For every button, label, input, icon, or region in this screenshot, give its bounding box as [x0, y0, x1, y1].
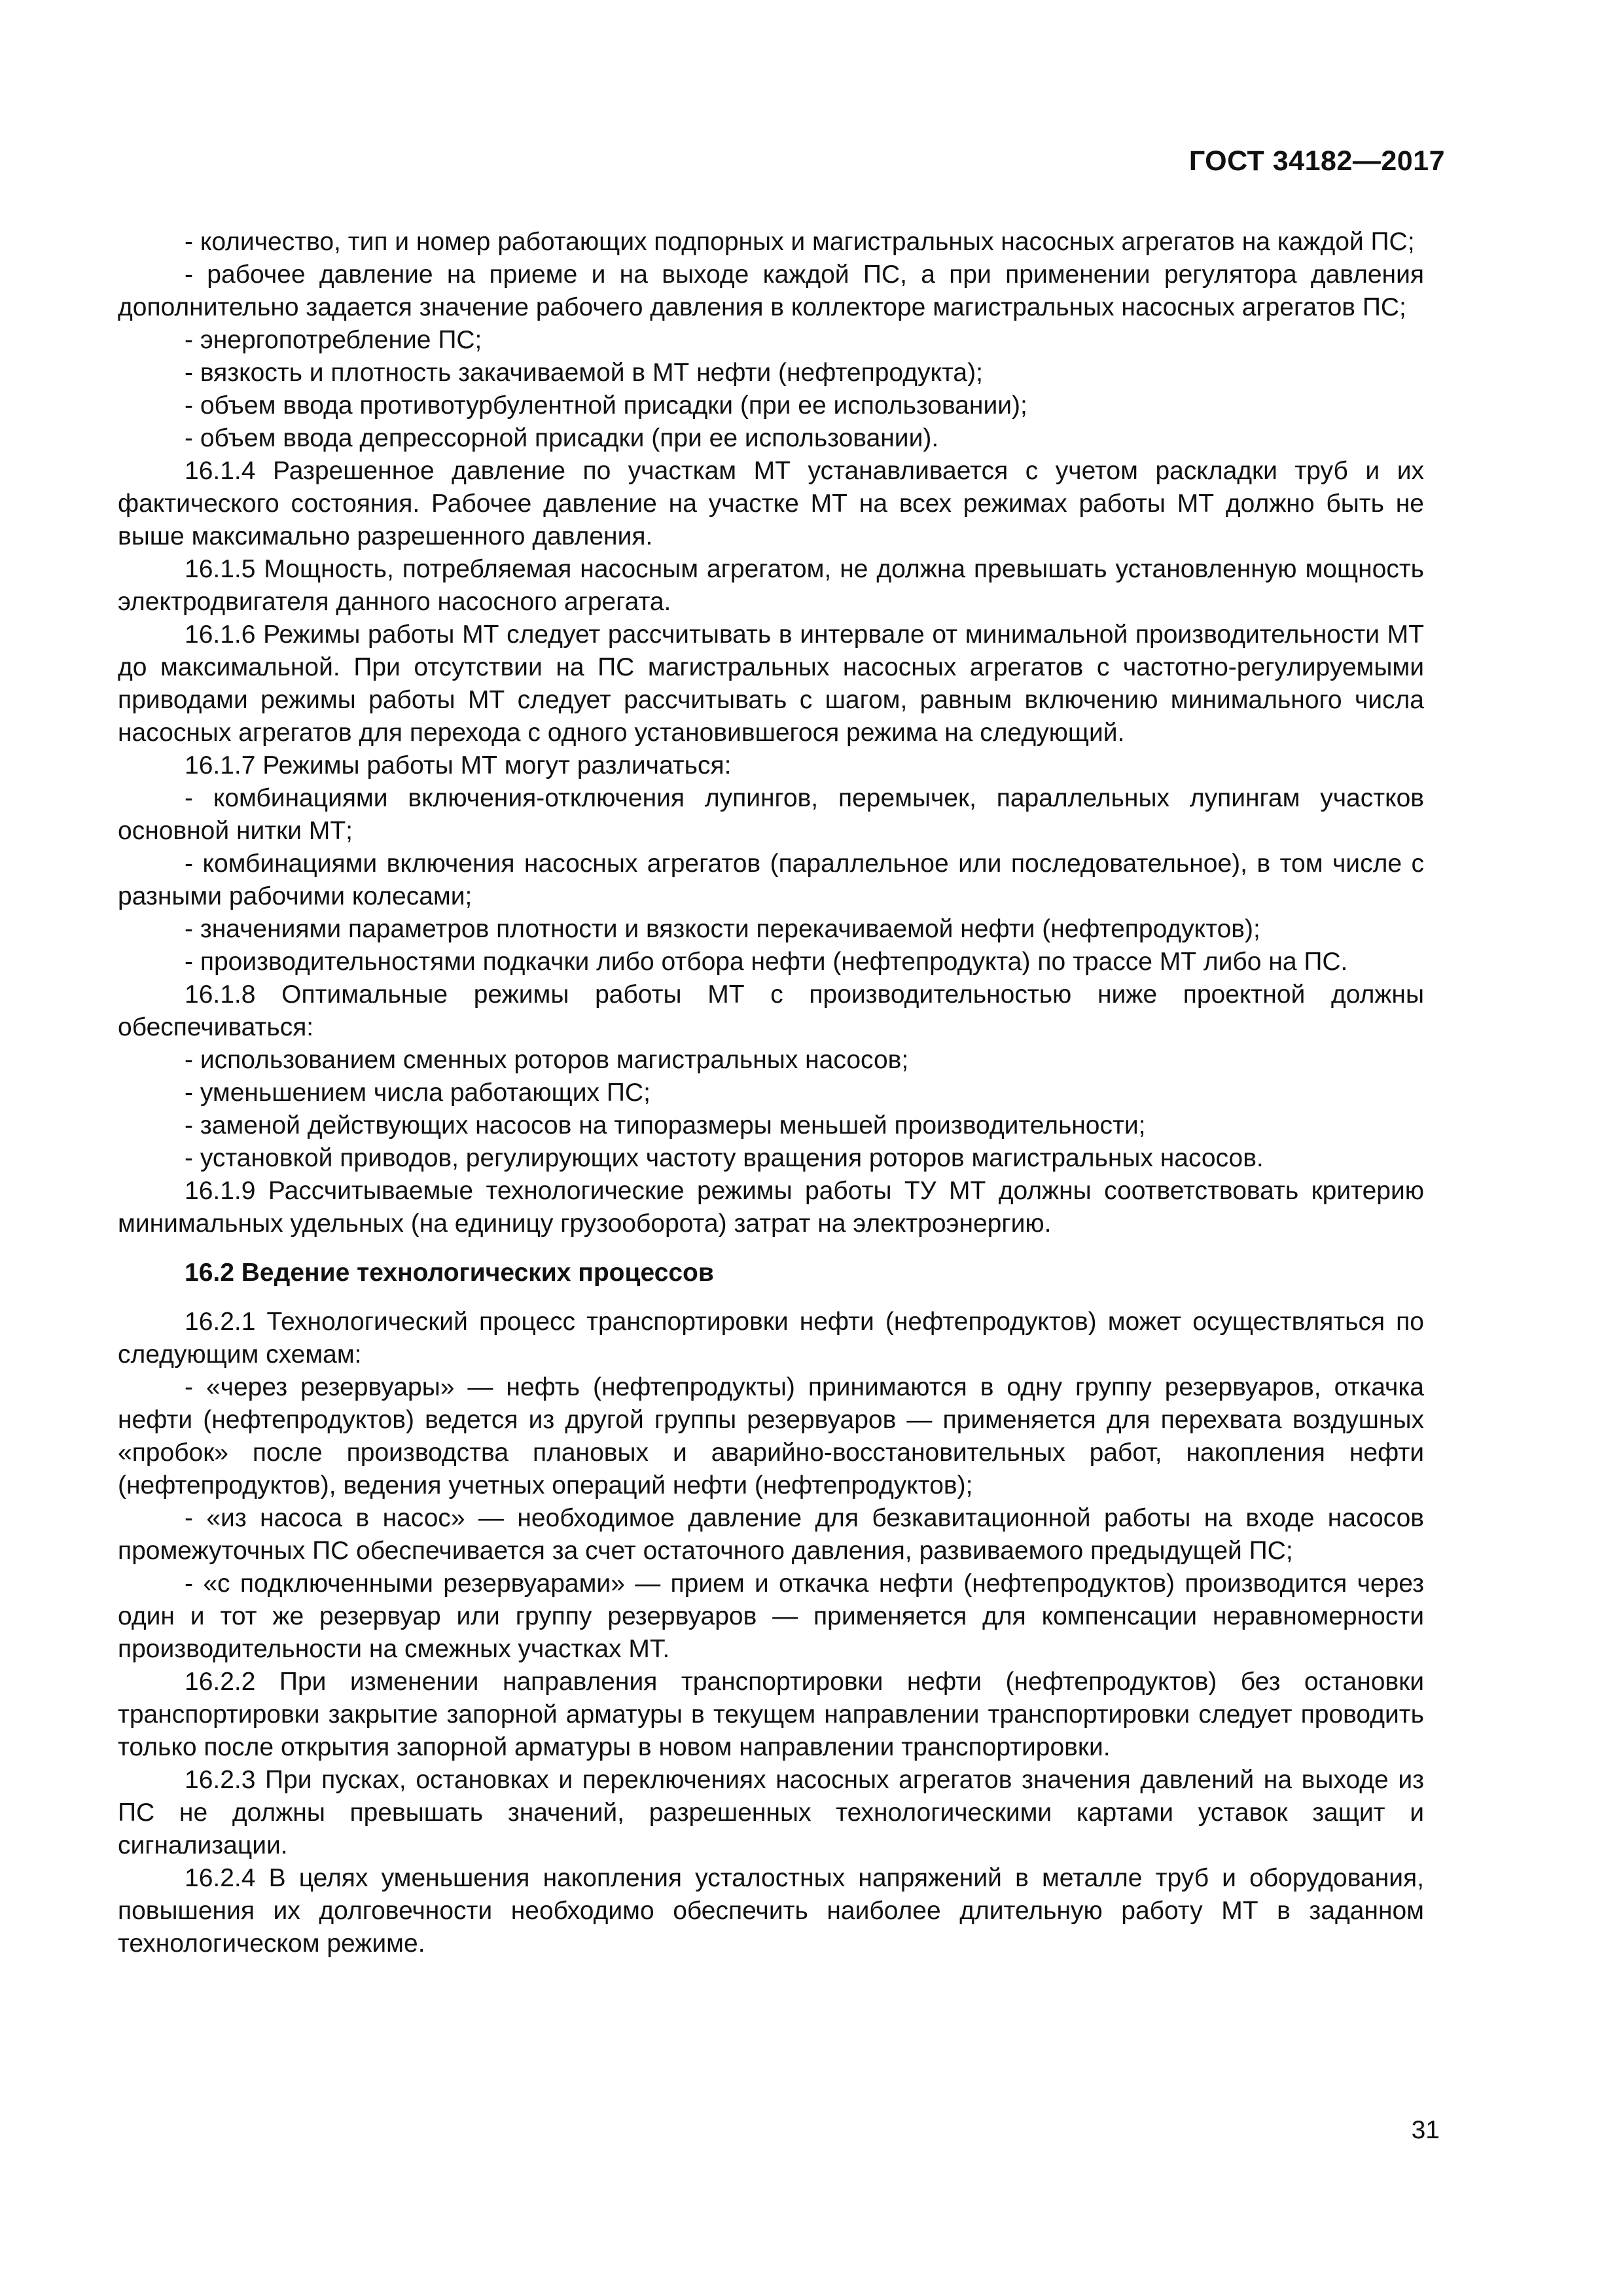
list-item: - «через резервуары» — нефть (нефтепродукты) принимаются в одну группу резервуаров, откачка нефти (нефтепродуктов) ведется из другой группы резервуаров — применяется для перехвата воздушных «пробок» после производства плановых и аварийно-восстановительных работ, накопления нефти (нефтепродуктов), ведения учетных операций нефти (нефтепродуктов); — [118, 1373, 1424, 1499]
section-heading: 16.2 Ведение технологических процессов — [185, 1259, 714, 1287]
list-item: - комбинациями включения насосных агрегатов (параллельное или последовательное), в том числе с разными рабочими колесами; — [118, 850, 1424, 910]
clause-16-2-3: 16.2.3 При пусках, остановках и переключениях насосных агрегатов значения давлений на выходе из ПС не должны превышать значений, разрешенных технологическими картами уставок защит и сигнализации. — [118, 1766, 1424, 1859]
clause-16-1-7: 16.1.7 Режимы работы МТ могут различаться: — [185, 751, 732, 780]
clause-16-1-8: 16.1.8 Оптимальные режимы работы МТ с производительностью ниже проектной должны обеспечиваться: — [118, 980, 1424, 1041]
list-item: - значениями параметров плотности и вязкости перекачиваемой нефти (нефтепродуктов); — [185, 915, 1260, 943]
clause-16-1-9: 16.1.9 Рассчитываемые технологические режимы работы ТУ МТ должны соответствовать критерию минимальных удельных (на единицу грузооборота) затрат на электроэнергию. — [118, 1177, 1424, 1238]
clause-16-2-4: 16.2.4 В целях уменьшения накопления усталостных напряжений в металле труб и оборудования, повышения их долговечности необходимо обеспечить наиболее длительную работу МТ в заданном технологическом режиме. — [118, 1864, 1424, 1958]
list-item: - объем ввода противотурбулентной присадки (при ее использовании); — [185, 391, 1027, 420]
list-item: - установкой приводов, регулирующих частоту вращения роторов магистральных насосов. — [185, 1144, 1264, 1172]
list-item: - комбинациями включения-отключения лупингов, перемычек, параллельных лупингам участков основной нитки МТ; — [118, 784, 1424, 845]
list-item: - «из насоса в насос» — необходимое давление для безкавитационной работы на входе насосов промежуточных ПС обеспечивается за счет остаточного давления, развиваемого предыдущей ПС; — [118, 1504, 1424, 1565]
list-item: - производительностями подкачки либо отбора нефти (нефтепродукта) по трассе МТ либо на ПС. — [185, 948, 1348, 976]
clause-16-1-5: 16.1.5 Мощность, потребляемая насосным агрегатом, не должна превышать установленную мощность электродвигателя данного насосного агрегата. — [118, 555, 1424, 616]
clause-16-2-1: 16.2.1 Технологический процесс транспортировки нефти (нефтепродуктов) может осуществляться по следующим схемам: — [118, 1308, 1424, 1369]
list-item: - использованием сменных роторов магистральных насосов; — [185, 1046, 909, 1074]
list-item: - уменьшением числа работающих ПС; — [185, 1079, 651, 1107]
list-item: - «с подключенными резервуарами» — прием и откачка нефти (нефтепродуктов) производится через один и тот же резервуар или группу резервуаров — применяется для компенсации неравномерности производительности на смежных участках МТ. — [118, 1570, 1424, 1663]
list-item: - рабочее давление на приеме и на выходе каждой ПС, а при применении регулятора давления дополнительно задается значение рабочего давления в коллекторе магистральных насосных агрегатов ПС; — [118, 260, 1424, 321]
list-item: - заменой действующих насосов на типоразмеры меньшей производительности; — [185, 1111, 1146, 1139]
clause-16-1-4: 16.1.4 Разрешенное давление по участкам МТ устанавливается с учетом раскладки труб и их фактического состояния. Рабочее давление на участке МТ на всех режимах работы МТ должно быть не выше максимально разрешенного давления. — [118, 457, 1424, 550]
list-item: - объем ввода депрессорной присадки (при ее использовании). — [185, 424, 939, 452]
page-body — [118, 226, 1424, 1960]
clause-16-2-2: 16.2.2 При изменении направления транспортировки нефти (нефтепродуктов) без остановки транспортировки закрытие запорной арматуры в текущем направлении транспортировки следует проводить только после открытия запорной арматуры в новом направлении транспортировки. — [118, 1668, 1424, 1761]
clause-16-1-6: 16.1.6 Режимы работы МТ следует рассчитывать в интервале от минимальной производительности МТ до максимальной. При отсутствии на ПС магистральных насосных агрегатов с частотно-регулируемыми приводами режимы работы МТ следует рассчитывать с шагом, равным включению минимального числа насосных агрегатов для перехода с одного установившегося режима на следующий. — [118, 620, 1424, 747]
page-number: 31 — [1411, 2116, 1440, 2144]
list-item: - вязкость и плотность закачиваемой в МТ нефти (нефтепродукта); — [185, 359, 983, 387]
document-code: ГОСТ 34182—2017 — [1188, 145, 1445, 177]
list-item: - количество, тип и номер работающих подпорных и магистральных насосных агрегатов на каждой ПС; — [185, 228, 1415, 256]
list-item: - энергопотребление ПС; — [185, 326, 482, 354]
